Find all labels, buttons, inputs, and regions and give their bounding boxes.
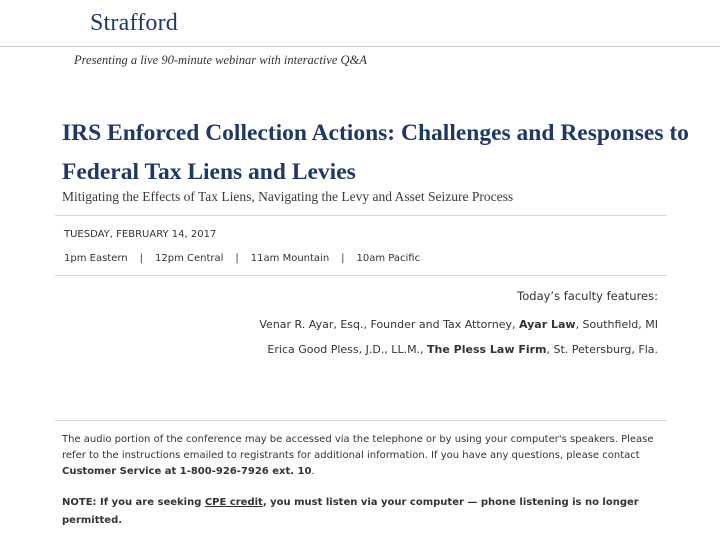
time-pacific: 10am Pacific — [356, 253, 421, 264]
faculty-location: , Southfield, MI — [575, 318, 658, 331]
faculty-heading: Today’s faculty features: — [517, 289, 658, 303]
webinar-tagline: Presenting a live 90-minute webinar with interactive Q&A — [74, 53, 367, 67]
faculty-member — [259, 318, 658, 331]
faculty-name-title: Venar R. Ayar, Esq., Founder and Tax Attorney, — [259, 318, 519, 331]
time-central: 12pm Central — [155, 253, 224, 264]
cpe-note — [62, 494, 654, 530]
cpe-note-suffix: , you must listen via your computer — phone listening is no longer permitted. — [62, 497, 639, 526]
section-divider — [55, 420, 667, 421]
audio-instructions — [62, 432, 654, 480]
section-divider — [55, 215, 667, 216]
faculty-member — [267, 343, 658, 356]
webinar-title: IRS Enforced Collection Actions: Challenges and Responses to Federal Tax Liens and Levies — [62, 120, 689, 185]
webinar-date: TUESDAY, FEBRUARY 14, 2017 — [64, 229, 217, 240]
header-divider — [0, 46, 720, 47]
faculty-firm: The Pless Law Firm — [427, 343, 547, 356]
section-divider — [55, 275, 667, 276]
time-mountain: 11am Mountain — [250, 253, 330, 264]
time-separator: | — [139, 253, 144, 264]
webinar-subtitle: Mitigating the Effects of Tax Liens, Navigating the Levy and Asset Seizure Process — [62, 189, 514, 204]
faculty-location: , St. Petersburg, Fla. — [546, 343, 658, 356]
time-eastern: 1pm Eastern — [64, 253, 128, 264]
time-separator: | — [341, 253, 345, 264]
cpe-credit-link[interactable]: CPE credit — [204, 497, 263, 508]
cpe-note-prefix: NOTE: If you are seeking — [62, 497, 205, 508]
time-separator: | — [235, 253, 239, 264]
customer-service-contact: Customer Service at 1-800-926-7926 ext. 10 — [62, 466, 312, 477]
faculty-firm: Ayar Law — [518, 318, 576, 331]
audio-instructions-text: The audio portion of the conference may be accessed via the telephone or by using your computer's speakers. Please refer to the instructions emailed to registrants for additional information. If you have any questions, please contact — [62, 434, 654, 461]
audio-instructions-end: . — [311, 466, 315, 477]
webinar-times — [64, 253, 420, 264]
faculty-name-title: Erica Good Pless, J.D., LL.M., — [267, 343, 428, 356]
strafford-logo: Strafford — [90, 10, 179, 36]
